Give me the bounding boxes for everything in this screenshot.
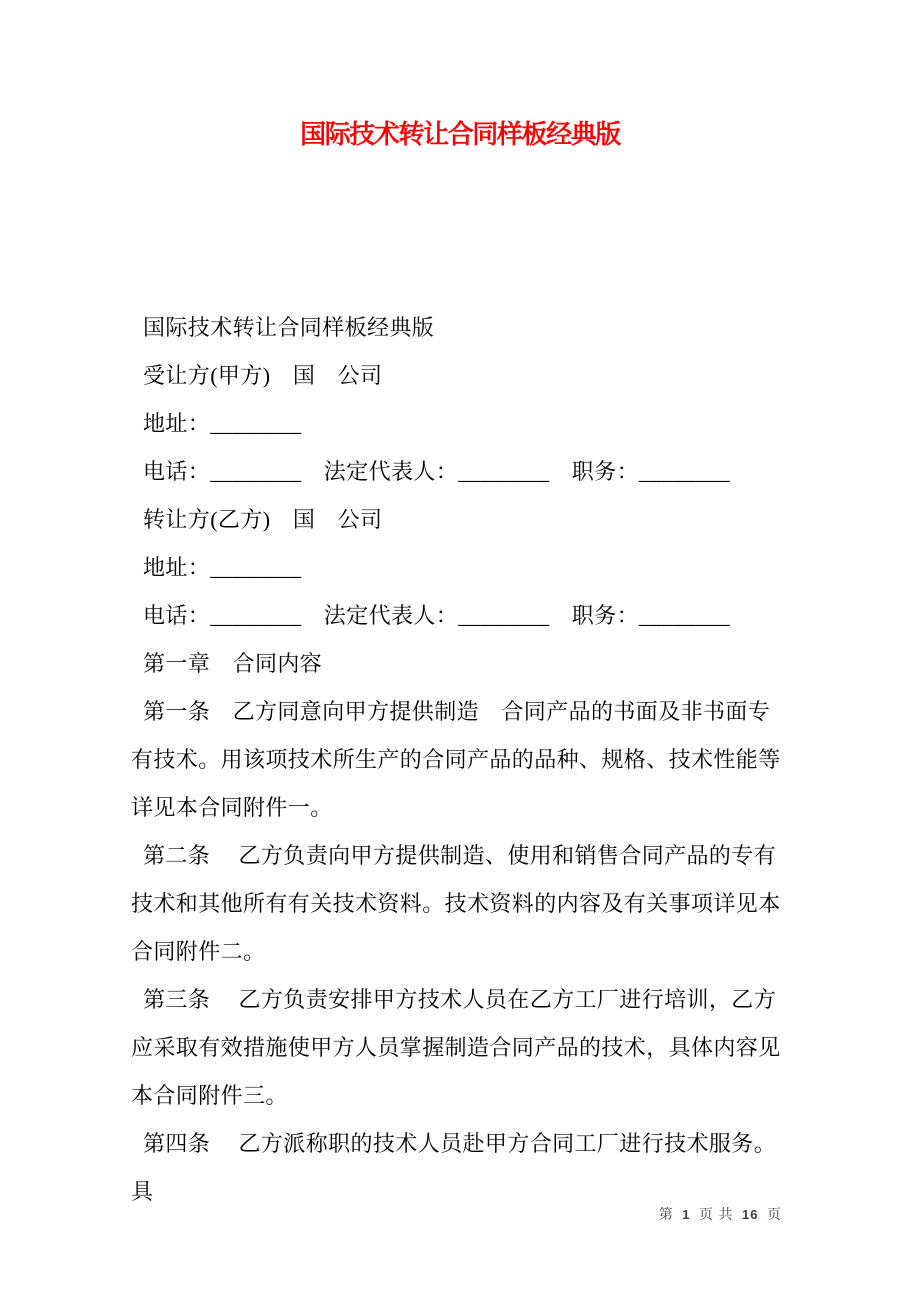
paragraph-address-a: 地址：________ [143, 411, 302, 436]
paragraph-transferor: 转让方(乙方) 国 公司 [143, 507, 383, 532]
paragraph-address-b: 地址：________ [143, 555, 302, 580]
paragraph-title-line: 国际技术转让合同样板经典版 [143, 315, 435, 340]
document-body [131, 304, 786, 1216]
footer-label-middle: 页 共 [699, 1208, 734, 1223]
paragraph-phone-a: 电话：________ 法定代表人：________ 职务：________ [143, 459, 731, 484]
footer-label-prefix: 第 [658, 1208, 674, 1223]
page-footer [659, 1204, 782, 1227]
footer-label-suffix: 页 [767, 1208, 782, 1223]
paragraph-chapter-1: 第一章 合同内容 [143, 651, 323, 676]
paragraph-article-3: 第三条 乙方负责安排甲方技术人员在乙方工厂进行培训，乙方应采取有效措施使甲方人员掌握制造合同产品的技术，具体内容见本合同附件三。 [131, 987, 781, 1108]
document-title: 国际技术转让合同样板经典版 [300, 120, 620, 149]
paragraph-phone-b: 电话：________ 法定代表人：________ 职务：________ [143, 603, 731, 628]
paragraph-transferee: 受让方(甲方) 国 公司 [143, 363, 383, 388]
paragraph-article-1: 第一条 乙方同意向甲方提供制造 合同产品的书面及非书面专有技术。用该项技术所生产的合同产品的品种、规格、技术性能等详见本合同附件一。 [131, 699, 781, 820]
footer-current-page: 1 [682, 1207, 691, 1222]
paragraph-article-2: 第二条 乙方负责向甲方提供制造、使用和销售合同产品的专有技术和其他所有有关技术资料。技术资料的内容及有关事项详见本合同附件二。 [131, 843, 781, 964]
footer-total-pages: 16 [742, 1207, 759, 1222]
paragraph-article-4: 第四条 乙方派称职的技术人员赴甲方合同工厂进行技术服务。具 [131, 1131, 777, 1204]
